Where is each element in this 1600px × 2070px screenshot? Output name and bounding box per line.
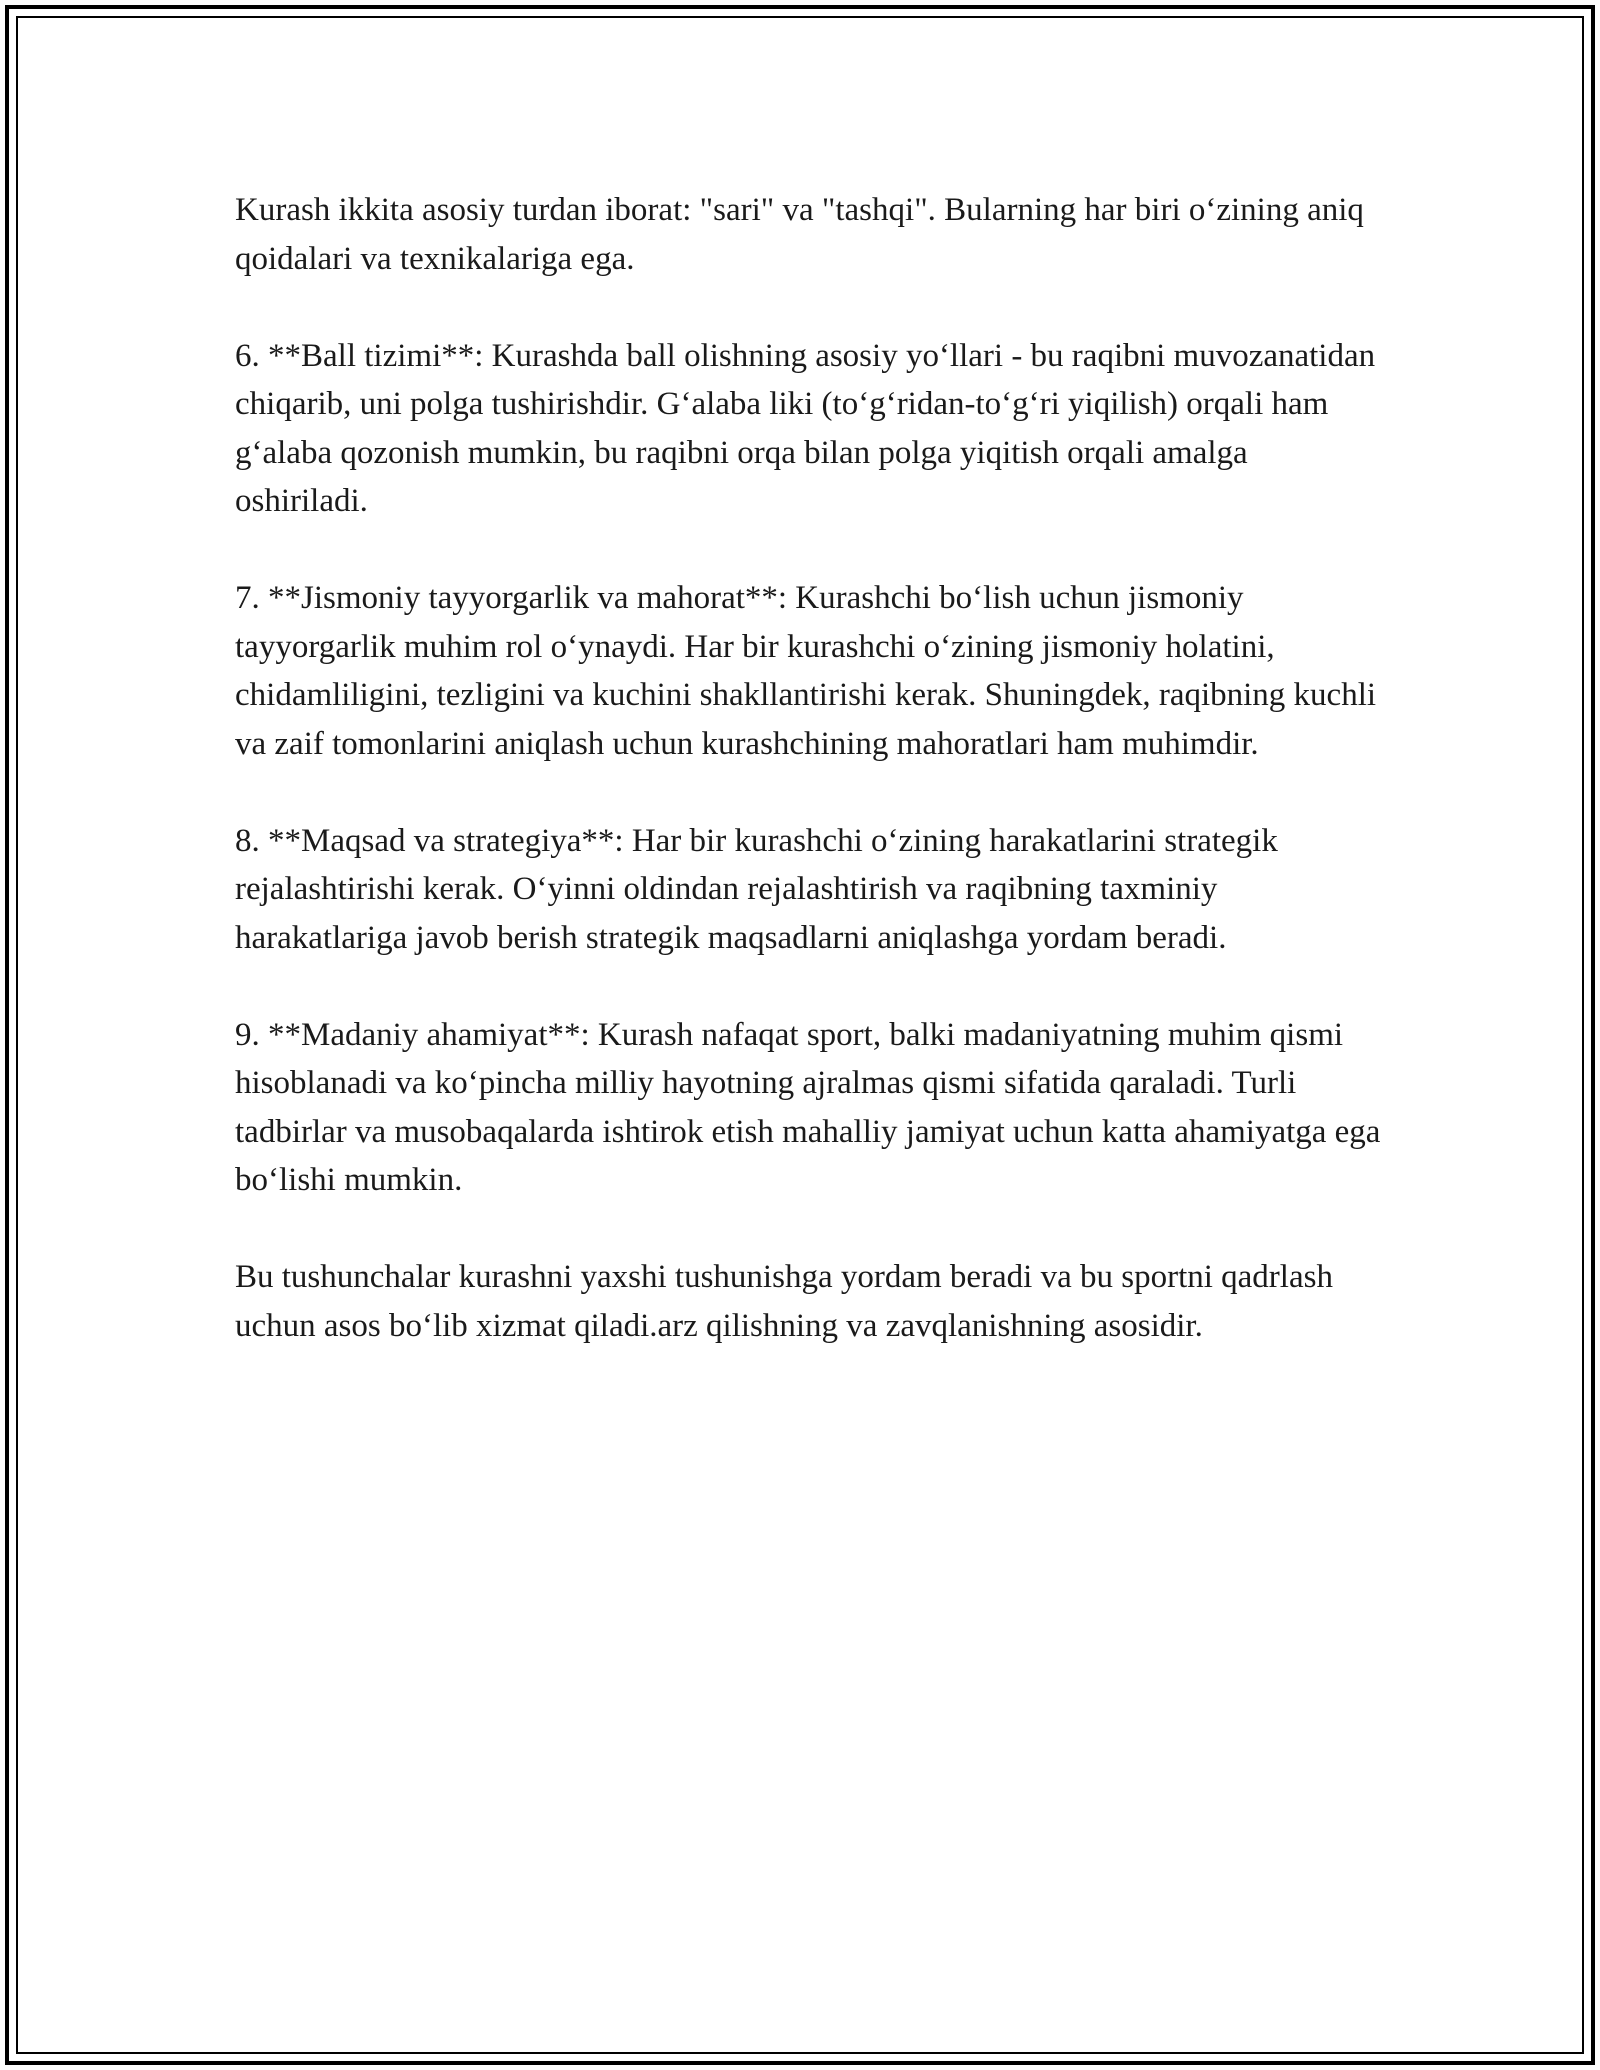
paragraph-jismoniy-tayyorgarlik: 7. **Jismoniy tayyorgarlik va mahorat**: Kurashchi bo‘lish uchun jismoniy tayyorgarlik muhim rol o‘ynaydi. Har bir kurashchi o‘zining jismoniy holatini, chidamliligini, tezligini va kuchini shakllantirishi kerak. Shuningdek, raqibning kuchli va zaif tomonlarini aniqlash uchun kurashchining mahoratlari ham muhimdir. bbox=[235, 580, 1377, 762]
paragraph-maqsad-strategiya: 8. **Maqsad va strategiya**: Har bir kurashchi o‘zining harakatlarini strategik rejalashtirishi kerak. O‘yinni oldindan rejalashtirish va raqibning taxminiy harakatlariga javob berish strategik maqsadlarni aniqlashga yordam beradi. bbox=[235, 822, 1278, 956]
conclusion-paragraph: Bu tushunchalar kurashni yaxshi tushunishga yordam beradi va bu sportni qadrlash uchun asos bo‘lib xizmat qiladi.arz qilishning va zavqlanishning asosidir. bbox=[235, 1259, 1333, 1344]
document-body bbox=[235, 186, 1385, 1399]
paragraph-madaniy-ahamiyat: 9. **Madaniy ahamiyat**: Kurash nafaqat sport, balki madaniyatning muhim qismi hisoblanadi va ko‘pincha milliy hayotning ajralmas qismi sifatida qaraladi. Turli tadbirlar va musobaqalarda ishtirok etish mahalliy jamiyat uchun katta ahamiyatga ega bo‘lishi mumkin. bbox=[235, 1016, 1381, 1198]
paragraph-ball-tizimi: 6. **Ball tizimi**: Kurashda ball olishning asosiy yo‘llari - bu raqibni muvozanatidan chiqarib, uni polga tushirishdir. G‘alaba liki (to‘g‘ridan-to‘g‘ri yiqilish) orqali ham g‘alaba qozonish mumkin, bu raqibni orqa bilan polga yiqitish orqali amalga oshiriladi. bbox=[235, 337, 1376, 519]
intro-paragraph: Kurash ikkita asosiy turdan iborat: "sari" va "tashqi". Bularning har biri o‘zining aniq qoidalari va texnikalariga ega. bbox=[235, 192, 1364, 277]
